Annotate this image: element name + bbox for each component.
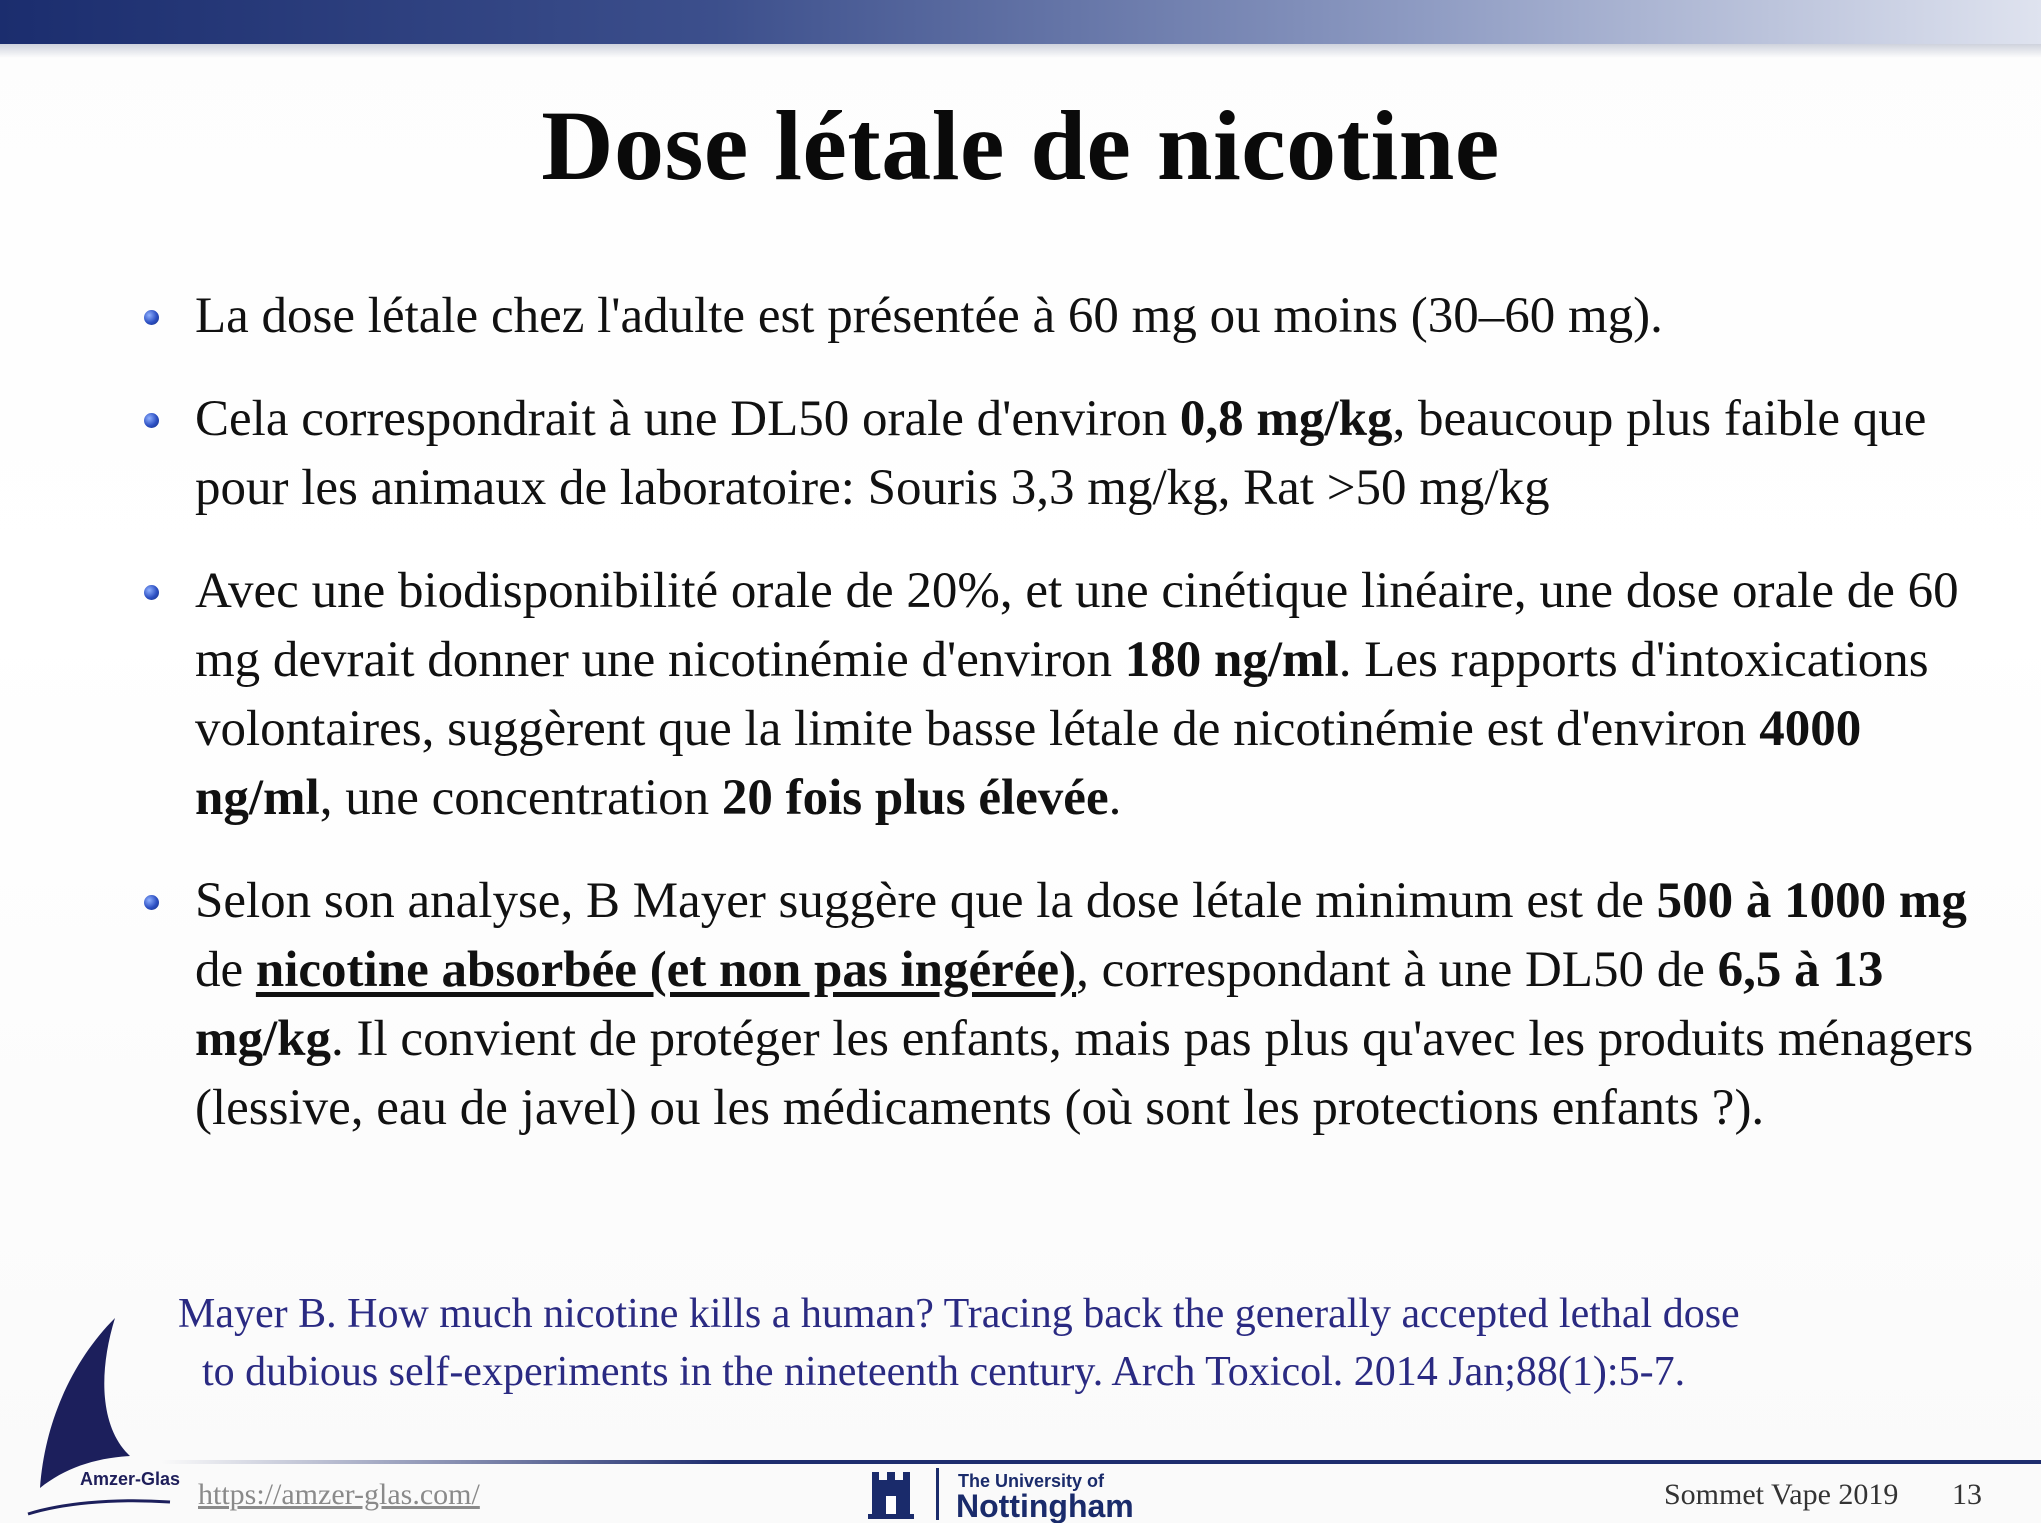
- page-number: 13: [1952, 1478, 1982, 1511]
- bullet-text: , beaucoup plus faible que pour les animaux de laboratoire: Souris 3,3 mg/kg, Rat >50 mg/kg: [195, 391, 1927, 516]
- bullet-bold-text: 20 fois plus élevée: [721, 770, 1109, 826]
- university-crest-icon: [868, 1466, 914, 1520]
- reference-citation: [178, 1285, 1998, 1401]
- university-name: Nottingham: [956, 1488, 1134, 1523]
- bullet-bold-text: 500 à 1000 mg: [1656, 873, 1967, 929]
- bullet-dot-icon: [144, 585, 159, 600]
- bullet-text: .: [1108, 770, 1122, 826]
- slide-title: Dose létale de nicotine: [541, 90, 1500, 201]
- bullet-text: Avec une biodisponibilité orale de 20%, et une cinétique linéaire, une dose orale de 60 mg devrait donner une nicotinémie d'environ: [195, 563, 1959, 688]
- university-label-small: The University of: [958, 1471, 1105, 1491]
- bullet-item: [140, 385, 2000, 523]
- reference-line-2: to dubious self-experiments in the nineteenth century. Arch Toxicol. 2014 Jan;88(1):5-7.: [202, 1349, 1686, 1395]
- bullet-text: . Il convient de protéger les enfants, mais pas plus qu'avec les produits ménagers (lessive, eau de javel) ou les médicaments (où sont les protections enfants ?).: [195, 1011, 1974, 1136]
- bullet-text: La dose létale chez l'adulte est présentée à 60 mg ou moins (30–60 mg).: [195, 288, 1663, 344]
- bullet-bold-text: 4000 ng/ml: [195, 701, 1862, 826]
- bullet-text: Selon son analyse, B Mayer suggère que la dose létale minimum est de: [195, 873, 1657, 929]
- bullet-bold-text: 6,5 à 13 mg/kg: [195, 942, 1884, 1067]
- bullet-text: . Les rapports d'intoxications volontaires, suggèrent que la limite basse létale de nicotinémie est d'environ: [195, 632, 1929, 757]
- bullet-dot-icon: [144, 895, 159, 910]
- bullet-bold-text: 0,8 mg/kg: [1179, 391, 1393, 447]
- bullet-list: [140, 282, 2000, 1177]
- site-url-link[interactable]: https://amzer-glas.com/: [198, 1478, 480, 1511]
- bullet-bold-underlined-text: nicotine absorbée (et non pas ingérée): [255, 942, 1077, 998]
- bullet-item: [140, 282, 2000, 351]
- sail-logo-icon: [20, 1318, 180, 1523]
- university-divider: [936, 1468, 939, 1520]
- bullet-bold-text: 180 ng/ml: [1124, 632, 1339, 688]
- bullet-text: Cela correspondrait à une DL50 orale d'environ: [195, 391, 1180, 447]
- bullet-dot-icon: [144, 310, 159, 325]
- bullet-text: de: [195, 942, 256, 998]
- bullet-item: [140, 557, 2000, 833]
- header-band-shadow: [0, 44, 2041, 58]
- reference-line-1: Mayer B. How much nicotine kills a human? Tracing back the generally accepted lethal dose: [178, 1291, 1740, 1337]
- event-name: Sommet Vape 2019: [1664, 1478, 1899, 1511]
- bullet-item: [140, 867, 2000, 1143]
- header-band: [0, 0, 2041, 44]
- bullet-dot-icon: [144, 413, 159, 428]
- footer-rule: [160, 1460, 2041, 1464]
- bullet-text: , correspondant à une DL50 de: [1076, 942, 1718, 998]
- logo-text: Amzer-Glas: [80, 1469, 181, 1489]
- bullet-text: , une concentration: [319, 770, 722, 826]
